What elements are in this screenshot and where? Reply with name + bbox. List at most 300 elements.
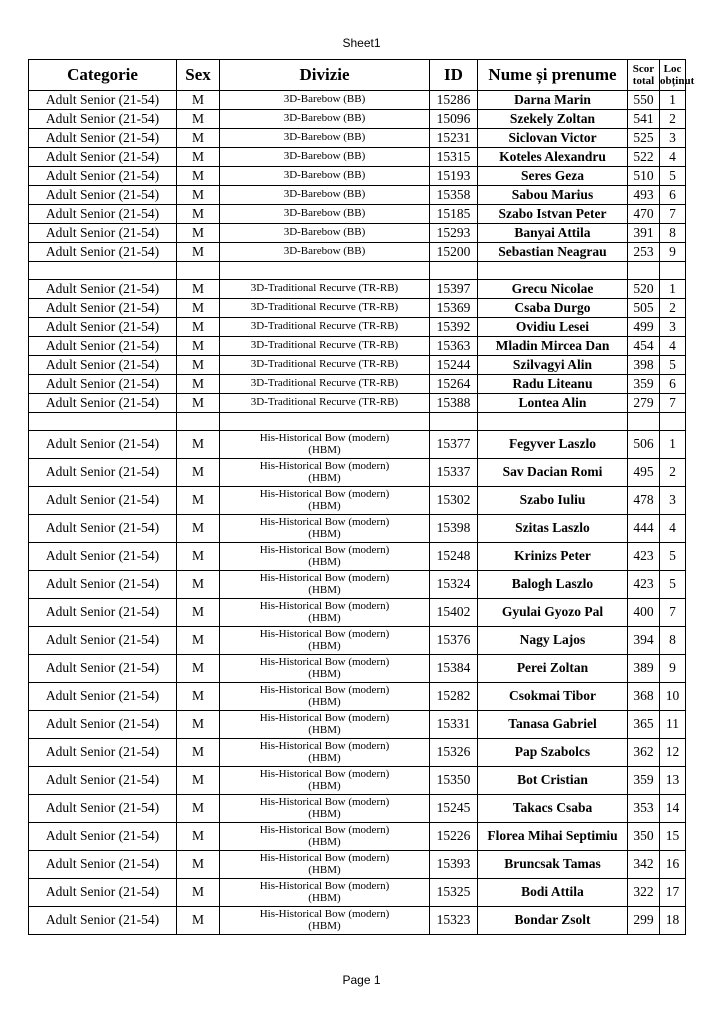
empty-cell xyxy=(478,413,628,431)
division-cell: 3D-Barebow (BB) xyxy=(220,91,430,110)
sex-cell: M xyxy=(177,683,220,711)
place-cell: 1 xyxy=(660,280,686,299)
sex-cell: M xyxy=(177,487,220,515)
table-row xyxy=(29,571,686,599)
division-cell xyxy=(220,767,430,795)
score-cell: 525 xyxy=(628,129,660,148)
place-cell: 3 xyxy=(660,487,686,515)
sex-cell: M xyxy=(177,627,220,655)
score-cell: 391 xyxy=(628,224,660,243)
division-cell: 3D-Barebow (BB) xyxy=(220,205,430,224)
division-cell xyxy=(220,739,430,767)
id-cell: 15323 xyxy=(430,907,478,935)
empty-cell xyxy=(628,262,660,280)
table-row xyxy=(29,186,686,205)
division-line-1: His-Historical Bow (modern) xyxy=(259,515,390,528)
id-cell: 15397 xyxy=(430,280,478,299)
category-cell: Adult Senior (21-54) xyxy=(29,243,177,262)
place-cell: 17 xyxy=(660,879,686,907)
division-cell: 3D-Barebow (BB) xyxy=(220,129,430,148)
place-cell: 8 xyxy=(660,224,686,243)
division-cell xyxy=(220,823,430,851)
name-cell: Bodi Attila xyxy=(478,879,628,907)
category-cell: Adult Senior (21-54) xyxy=(29,767,177,795)
category-cell: Adult Senior (21-54) xyxy=(29,375,177,394)
score-cell: 478 xyxy=(628,487,660,515)
id-cell: 15337 xyxy=(430,459,478,487)
division-line-2: (HBM) xyxy=(308,555,341,568)
division-line-1: His-Historical Bow (modern) xyxy=(259,851,390,864)
division-line-1: His-Historical Bow (modern) xyxy=(259,543,390,556)
id-cell: 15398 xyxy=(430,515,478,543)
id-cell: 15393 xyxy=(430,851,478,879)
name-cell: Csokmai Tibor xyxy=(478,683,628,711)
place-cell: 14 xyxy=(660,795,686,823)
score-cell: 365 xyxy=(628,711,660,739)
score-cell: 398 xyxy=(628,356,660,375)
sex-cell: M xyxy=(177,851,220,879)
place-cell: 7 xyxy=(660,599,686,627)
score-cell: 342 xyxy=(628,851,660,879)
score-cell: 470 xyxy=(628,205,660,224)
id-cell: 15350 xyxy=(430,767,478,795)
sex-cell: M xyxy=(177,543,220,571)
id-cell: 15264 xyxy=(430,375,478,394)
sex-cell: M xyxy=(177,129,220,148)
sex-cell: M xyxy=(177,375,220,394)
table-row xyxy=(29,823,686,851)
place-cell: 13 xyxy=(660,767,686,795)
table-row xyxy=(29,655,686,683)
header-score-line1: Scor xyxy=(632,62,655,75)
place-cell: 9 xyxy=(660,655,686,683)
division-cell xyxy=(220,683,430,711)
table-row xyxy=(29,337,686,356)
name-cell: Darna Marin xyxy=(478,91,628,110)
category-cell: Adult Senior (21-54) xyxy=(29,711,177,739)
division-cell xyxy=(220,543,430,571)
table-row xyxy=(29,110,686,129)
table-row xyxy=(29,683,686,711)
division-line-1: His-Historical Bow (modern) xyxy=(259,879,390,892)
place-cell: 6 xyxy=(660,375,686,394)
division-cell xyxy=(220,879,430,907)
division-cell xyxy=(220,795,430,823)
table-row xyxy=(29,739,686,767)
id-cell: 15388 xyxy=(430,394,478,413)
division-line-1: His-Historical Bow (modern) xyxy=(259,711,390,724)
division-line-2: (HBM) xyxy=(308,639,341,652)
division-cell: 3D-Barebow (BB) xyxy=(220,110,430,129)
division-cell: 3D-Traditional Recurve (TR-RB) xyxy=(220,337,430,356)
category-cell: Adult Senior (21-54) xyxy=(29,224,177,243)
table-row xyxy=(29,205,686,224)
id-cell: 15331 xyxy=(430,711,478,739)
category-cell: Adult Senior (21-54) xyxy=(29,599,177,627)
id-cell: 15402 xyxy=(430,599,478,627)
place-cell: 11 xyxy=(660,711,686,739)
score-cell: 506 xyxy=(628,431,660,459)
category-cell: Adult Senior (21-54) xyxy=(29,280,177,299)
table-row xyxy=(29,879,686,907)
name-cell: Florea Mihai Septimiu xyxy=(478,823,628,851)
place-cell: 2 xyxy=(660,299,686,318)
division-cell xyxy=(220,571,430,599)
score-cell: 350 xyxy=(628,823,660,851)
id-cell: 15324 xyxy=(430,571,478,599)
table-row xyxy=(29,711,686,739)
header-id: ID xyxy=(430,60,478,91)
name-cell: Krinizs Peter xyxy=(478,543,628,571)
id-cell: 15358 xyxy=(430,186,478,205)
score-cell: 400 xyxy=(628,599,660,627)
id-cell: 15384 xyxy=(430,655,478,683)
table-row xyxy=(29,851,686,879)
score-cell: 499 xyxy=(628,318,660,337)
id-cell: 15392 xyxy=(430,318,478,337)
place-cell: 16 xyxy=(660,851,686,879)
score-cell: 444 xyxy=(628,515,660,543)
name-cell: Ovidiu Lesei xyxy=(478,318,628,337)
table-row xyxy=(29,431,686,459)
sex-cell: M xyxy=(177,879,220,907)
division-line-1: His-Historical Bow (modern) xyxy=(259,683,390,696)
division-line-2: (HBM) xyxy=(308,471,341,484)
score-cell: 541 xyxy=(628,110,660,129)
division-cell: 3D-Barebow (BB) xyxy=(220,186,430,205)
division-line-1: His-Historical Bow (modern) xyxy=(259,431,390,444)
place-cell: 5 xyxy=(660,543,686,571)
header-place-line1: Loc xyxy=(663,62,682,75)
page-footer: Page 1 xyxy=(342,973,381,987)
empty-cell xyxy=(628,413,660,431)
division-line-1: His-Historical Bow (modern) xyxy=(259,739,390,752)
place-cell: 7 xyxy=(660,394,686,413)
division-line-2: (HBM) xyxy=(308,835,341,848)
division-line-2: (HBM) xyxy=(308,695,341,708)
name-cell: Bruncsak Tamas xyxy=(478,851,628,879)
category-cell: Adult Senior (21-54) xyxy=(29,186,177,205)
table-row xyxy=(29,167,686,186)
sex-cell: M xyxy=(177,110,220,129)
id-cell: 15248 xyxy=(430,543,478,571)
sex-cell: M xyxy=(177,655,220,683)
sex-cell: M xyxy=(177,318,220,337)
name-cell: Sabou Marius xyxy=(478,186,628,205)
sex-cell: M xyxy=(177,599,220,627)
division-line-2: (HBM) xyxy=(308,443,341,456)
name-cell: Tanasa Gabriel xyxy=(478,711,628,739)
division-line-1: His-Historical Bow (modern) xyxy=(259,487,390,500)
category-cell: Adult Senior (21-54) xyxy=(29,655,177,683)
division-cell: 3D-Traditional Recurve (TR-RB) xyxy=(220,356,430,375)
category-cell: Adult Senior (21-54) xyxy=(29,795,177,823)
score-cell: 359 xyxy=(628,375,660,394)
category-cell: Adult Senior (21-54) xyxy=(29,543,177,571)
category-cell: Adult Senior (21-54) xyxy=(29,487,177,515)
sex-cell: M xyxy=(177,739,220,767)
place-cell: 4 xyxy=(660,148,686,167)
division-line-2: (HBM) xyxy=(308,527,341,540)
table-row xyxy=(29,224,686,243)
id-cell: 15244 xyxy=(430,356,478,375)
category-cell: Adult Senior (21-54) xyxy=(29,627,177,655)
category-cell: Adult Senior (21-54) xyxy=(29,148,177,167)
division-cell xyxy=(220,907,430,935)
table-row xyxy=(29,148,686,167)
category-cell: Adult Senior (21-54) xyxy=(29,337,177,356)
sex-cell: M xyxy=(177,431,220,459)
name-cell: Lontea Alin xyxy=(478,394,628,413)
empty-cell xyxy=(430,262,478,280)
name-cell: Sav Dacian Romi xyxy=(478,459,628,487)
score-cell: 493 xyxy=(628,186,660,205)
score-cell: 253 xyxy=(628,243,660,262)
division-line-1: His-Historical Bow (modern) xyxy=(259,655,390,668)
sex-cell: M xyxy=(177,795,220,823)
id-cell: 15376 xyxy=(430,627,478,655)
division-cell: 3D-Barebow (BB) xyxy=(220,167,430,186)
id-cell: 15325 xyxy=(430,879,478,907)
empty-cell xyxy=(660,413,686,431)
place-cell: 6 xyxy=(660,186,686,205)
id-cell: 15315 xyxy=(430,148,478,167)
name-cell: Banyai Attila xyxy=(478,224,628,243)
empty-cell xyxy=(29,262,177,280)
score-cell: 394 xyxy=(628,627,660,655)
score-cell: 522 xyxy=(628,148,660,167)
division-line-1: His-Historical Bow (modern) xyxy=(259,907,390,920)
name-cell: Sebastian Neagrau xyxy=(478,243,628,262)
sex-cell: M xyxy=(177,148,220,167)
id-cell: 15185 xyxy=(430,205,478,224)
table-row xyxy=(29,280,686,299)
place-cell: 4 xyxy=(660,515,686,543)
table-row xyxy=(29,375,686,394)
empty-cell xyxy=(660,262,686,280)
category-cell: Adult Senior (21-54) xyxy=(29,739,177,767)
category-cell: Adult Senior (21-54) xyxy=(29,431,177,459)
sex-cell: M xyxy=(177,243,220,262)
name-cell: Szabo Iuliu xyxy=(478,487,628,515)
table-row xyxy=(29,91,686,110)
score-cell: 299 xyxy=(628,907,660,935)
division-line-1: His-Historical Bow (modern) xyxy=(259,599,390,612)
division-cell xyxy=(220,711,430,739)
name-cell: Csaba Durgo xyxy=(478,299,628,318)
sex-cell: M xyxy=(177,167,220,186)
empty-cell xyxy=(177,262,220,280)
division-line-2: (HBM) xyxy=(308,779,341,792)
header-score-line2: total xyxy=(632,75,655,87)
name-cell: Siclovan Victor xyxy=(478,129,628,148)
place-cell: 18 xyxy=(660,907,686,935)
id-cell: 15326 xyxy=(430,739,478,767)
name-cell: Szabo Istvan Peter xyxy=(478,205,628,224)
category-cell: Adult Senior (21-54) xyxy=(29,459,177,487)
id-cell: 15286 xyxy=(430,91,478,110)
score-cell: 368 xyxy=(628,683,660,711)
place-cell: 1 xyxy=(660,91,686,110)
table-row xyxy=(29,767,686,795)
sex-cell: M xyxy=(177,711,220,739)
place-cell: 10 xyxy=(660,683,686,711)
division-line-2: (HBM) xyxy=(308,891,341,904)
division-line-2: (HBM) xyxy=(308,667,341,680)
category-cell: Adult Senior (21-54) xyxy=(29,205,177,224)
score-cell: 353 xyxy=(628,795,660,823)
group-spacer-row xyxy=(29,262,686,280)
group-spacer-row xyxy=(29,413,686,431)
place-cell: 5 xyxy=(660,571,686,599)
empty-cell xyxy=(29,413,177,431)
category-cell: Adult Senior (21-54) xyxy=(29,571,177,599)
sex-cell: M xyxy=(177,186,220,205)
place-cell: 2 xyxy=(660,459,686,487)
name-cell: Gyulai Gyozo Pal xyxy=(478,599,628,627)
header-score xyxy=(628,60,660,91)
table-row xyxy=(29,394,686,413)
score-cell: 495 xyxy=(628,459,660,487)
division-line-1: His-Historical Bow (modern) xyxy=(259,767,390,780)
division-cell: 3D-Traditional Recurve (TR-RB) xyxy=(220,280,430,299)
division-line-2: (HBM) xyxy=(308,611,341,624)
name-cell: Radu Liteanu xyxy=(478,375,628,394)
table-row xyxy=(29,459,686,487)
header-division: Divizie xyxy=(220,60,430,91)
id-cell: 15231 xyxy=(430,129,478,148)
name-cell: Grecu Nicolae xyxy=(478,280,628,299)
division-line-1: His-Historical Bow (modern) xyxy=(259,823,390,836)
name-cell: Fegyver Laszlo xyxy=(478,431,628,459)
score-cell: 279 xyxy=(628,394,660,413)
empty-cell xyxy=(220,262,430,280)
division-line-2: (HBM) xyxy=(308,751,341,764)
table-row xyxy=(29,795,686,823)
division-cell xyxy=(220,851,430,879)
division-cell xyxy=(220,459,430,487)
division-cell: 3D-Barebow (BB) xyxy=(220,224,430,243)
name-cell: Bot Cristian xyxy=(478,767,628,795)
header-name: Nume și prenume xyxy=(478,60,628,91)
score-cell: 454 xyxy=(628,337,660,356)
score-cell: 520 xyxy=(628,280,660,299)
results-body xyxy=(29,91,686,935)
place-cell: 3 xyxy=(660,318,686,337)
division-cell xyxy=(220,431,430,459)
id-cell: 15302 xyxy=(430,487,478,515)
division-line-2: (HBM) xyxy=(308,863,341,876)
name-cell: Perei Zoltan xyxy=(478,655,628,683)
name-cell: Takacs Csaba xyxy=(478,795,628,823)
name-cell: Koteles Alexandru xyxy=(478,148,628,167)
division-line-2: (HBM) xyxy=(308,499,341,512)
sex-cell: M xyxy=(177,459,220,487)
place-cell: 8 xyxy=(660,627,686,655)
name-cell: Bondar Zsolt xyxy=(478,907,628,935)
header-place xyxy=(660,60,695,91)
place-cell: 4 xyxy=(660,337,686,356)
sex-cell: M xyxy=(177,394,220,413)
score-cell: 510 xyxy=(628,167,660,186)
score-cell: 322 xyxy=(628,879,660,907)
header-category: Categorie xyxy=(29,60,177,91)
category-cell: Adult Senior (21-54) xyxy=(29,907,177,935)
category-cell: Adult Senior (21-54) xyxy=(29,394,177,413)
sex-cell: M xyxy=(177,205,220,224)
sheet-title: Sheet1 xyxy=(342,36,381,50)
id-cell: 15200 xyxy=(430,243,478,262)
place-cell: 9 xyxy=(660,243,686,262)
category-cell: Adult Senior (21-54) xyxy=(29,851,177,879)
place-cell: 12 xyxy=(660,739,686,767)
division-cell: 3D-Traditional Recurve (TR-RB) xyxy=(220,394,430,413)
category-cell: Adult Senior (21-54) xyxy=(29,823,177,851)
table-row xyxy=(29,599,686,627)
score-cell: 550 xyxy=(628,91,660,110)
name-cell: Szilvagyi Alin xyxy=(478,356,628,375)
place-cell: 7 xyxy=(660,205,686,224)
division-cell xyxy=(220,515,430,543)
table-row xyxy=(29,318,686,337)
id-cell: 15282 xyxy=(430,683,478,711)
id-cell: 15377 xyxy=(430,431,478,459)
category-cell: Adult Senior (21-54) xyxy=(29,91,177,110)
place-cell: 2 xyxy=(660,110,686,129)
empty-cell xyxy=(177,413,220,431)
division-cell xyxy=(220,655,430,683)
sex-cell: M xyxy=(177,571,220,599)
division-cell: 3D-Traditional Recurve (TR-RB) xyxy=(220,299,430,318)
category-cell: Adult Senior (21-54) xyxy=(29,299,177,318)
division-cell xyxy=(220,487,430,515)
sex-cell: M xyxy=(177,280,220,299)
score-cell: 389 xyxy=(628,655,660,683)
table-row xyxy=(29,356,686,375)
place-cell: 5 xyxy=(660,167,686,186)
division-line-1: His-Historical Bow (modern) xyxy=(259,627,390,640)
division-line-2: (HBM) xyxy=(308,807,341,820)
name-cell: Pap Szabolcs xyxy=(478,739,628,767)
table-row xyxy=(29,907,686,935)
header-sex: Sex xyxy=(177,60,220,91)
name-cell: Szekely Zoltan xyxy=(478,110,628,129)
table-row xyxy=(29,627,686,655)
header-row xyxy=(29,60,686,91)
category-cell: Adult Senior (21-54) xyxy=(29,683,177,711)
category-cell: Adult Senior (21-54) xyxy=(29,110,177,129)
name-cell: Balogh Laszlo xyxy=(478,571,628,599)
place-cell: 15 xyxy=(660,823,686,851)
table-row xyxy=(29,487,686,515)
id-cell: 15193 xyxy=(430,167,478,186)
category-cell: Adult Senior (21-54) xyxy=(29,129,177,148)
sex-cell: M xyxy=(177,224,220,243)
sex-cell: M xyxy=(177,823,220,851)
sex-cell: M xyxy=(177,356,220,375)
score-cell: 423 xyxy=(628,571,660,599)
sex-cell: M xyxy=(177,299,220,318)
score-cell: 423 xyxy=(628,543,660,571)
division-cell xyxy=(220,599,430,627)
division-cell: 3D-Barebow (BB) xyxy=(220,243,430,262)
division-cell xyxy=(220,627,430,655)
table-row xyxy=(29,515,686,543)
name-cell: Nagy Lajos xyxy=(478,627,628,655)
division-line-1: His-Historical Bow (modern) xyxy=(259,571,390,584)
division-cell: 3D-Barebow (BB) xyxy=(220,148,430,167)
table-row xyxy=(29,299,686,318)
